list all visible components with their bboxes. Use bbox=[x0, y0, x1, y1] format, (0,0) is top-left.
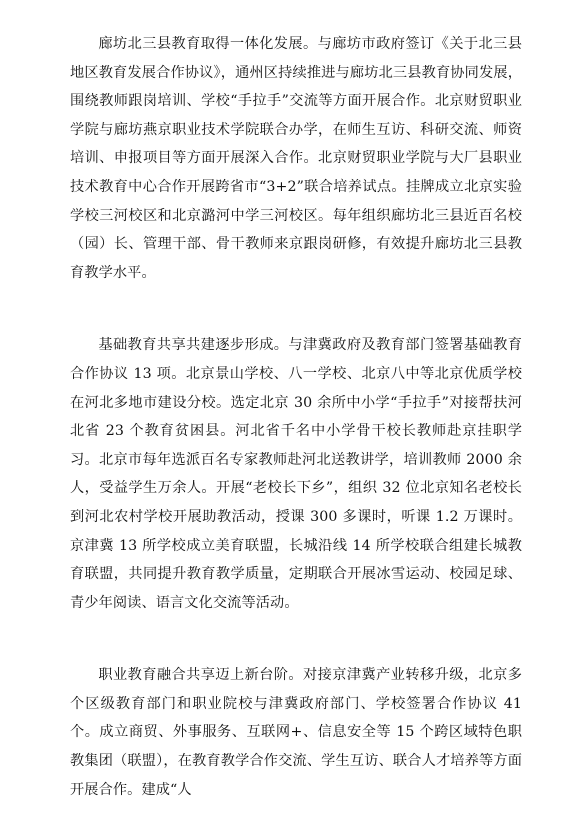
document-page bbox=[70, 30, 522, 804]
paragraph-langfang-education: 廊坊北三县教育取得一体化发展。与廊坊市政府签订《关于北三县地区教育发展合作协议》，通州区持续推进与廊坊北三县教育协同发展，围绕教师跟岗培训、学校“手拉手”交流等方面开展合作。北京财贸职业学院与廊坊燕京职业技术学院联合办学，在师生互访、科研交流、师资培训、申报项目等方面开展深入合作。北京财贸职业学院与大厂县职业技术教育中心合作开展跨省市“3+2”联合培养试点。挂牌成立北京实验学校三河校区和北京潞河中学三河校区。每年组织廊坊北三县近百名校（园）长、管理干部、骨干教师来京跟岗研修，有效提升廊坊北三县教育教学水平。 bbox=[70, 36, 522, 281]
paragraph-basic-education: 基础教育共享共建逐步形成。与津冀政府及教育部门签署基础教育合作协议 13 项。北京景山学校、八一学校、北京八中等北京优质学校在河北多地市建设分校。选定北京 30 余所中小学“手拉手”对接帮扶河北省 23 个教育贫困县。河北省千名中小学骨干校长教师赴京挂职学习。北京市每年选派百名专家教师赴河北送教讲学，培训教师 2000 余人，受益学生万余人。开展“老校长下乡”，组织 32 位北京知名老校长到河北农村学校开展助教活动，授课 300 多课时，听课 1.2 万课时。京津冀 13 所学校成立美育联盟，长城沿线 14 所学校联合组建长城教育联盟，共同提升教育教学质量，定期联合开展冰雪运动、校园足球、青少年阅读、语言文化交流等活动。 bbox=[70, 337, 522, 611]
paragraph-vocational-education: 职业教育融合共享迈上新台阶。对接京津冀产业转移升级，北京多个区级教育部门和职业院校与津冀政府部门、学校签署合作协议 41 个。成立商贸、外事服务、互联网+、信息安全等 15 个跨区域特色职教集团（联盟），在教育教学合作交流、学生互访、联合人才培养等方面开展合作。建成“人 bbox=[70, 667, 522, 798]
